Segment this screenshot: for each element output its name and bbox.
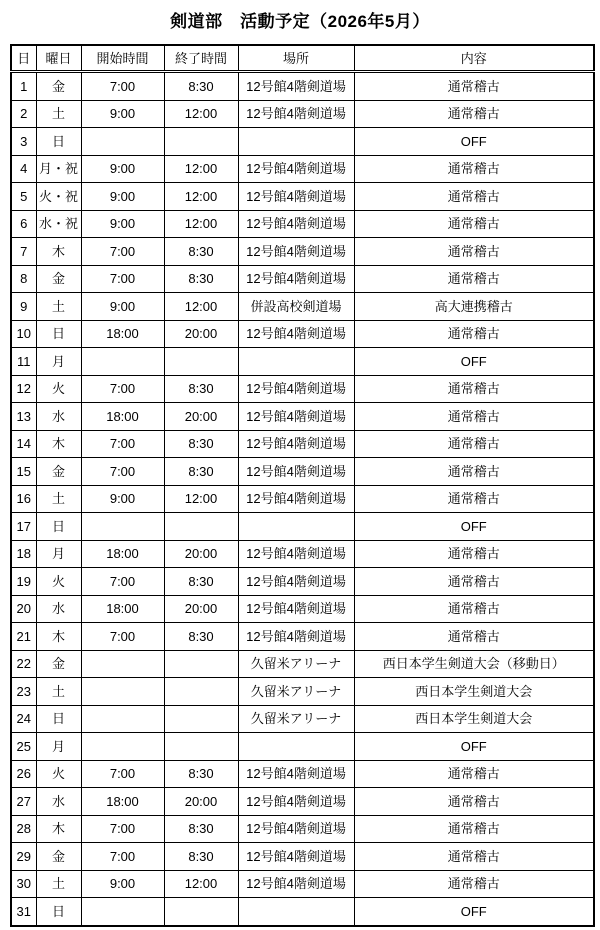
- cell-end-time: [164, 678, 238, 706]
- cell-start-time: [81, 705, 164, 733]
- cell-end-time: 20:00: [164, 540, 238, 568]
- cell-day: 30: [11, 870, 36, 898]
- cell-weekday: 日: [36, 898, 81, 926]
- cell-weekday: 土: [36, 293, 81, 321]
- cell-day: 21: [11, 623, 36, 651]
- cell-start-time: 18:00: [81, 320, 164, 348]
- cell-end-time: 8:30: [164, 265, 238, 293]
- cell-content: 通常稽古: [354, 183, 594, 211]
- cell-day: 4: [11, 155, 36, 183]
- cell-start-time: 7:00: [81, 815, 164, 843]
- cell-content: 通常稽古: [354, 595, 594, 623]
- cell-end-time: 8:30: [164, 458, 238, 486]
- cell-end-time: [164, 348, 238, 376]
- cell-content: 通常稽古: [354, 210, 594, 238]
- cell-place: 併設高校剣道場: [238, 293, 354, 321]
- cell-weekday: 日: [36, 128, 81, 156]
- cell-content: OFF: [354, 128, 594, 156]
- cell-weekday: 木: [36, 430, 81, 458]
- table-header-row: [11, 45, 594, 72]
- cell-place: 12号館4階剣道場: [238, 265, 354, 293]
- cell-weekday: 月: [36, 540, 81, 568]
- cell-day: 9: [11, 293, 36, 321]
- table-row: [11, 513, 594, 541]
- cell-day: 16: [11, 485, 36, 513]
- cell-weekday: 木: [36, 238, 81, 266]
- cell-day: 8: [11, 265, 36, 293]
- cell-start-time: 7:00: [81, 430, 164, 458]
- cell-place: 12号館4階剣道場: [238, 403, 354, 431]
- cell-content: OFF: [354, 733, 594, 761]
- cell-place: [238, 898, 354, 926]
- cell-weekday: 金: [36, 265, 81, 293]
- table-row: [11, 265, 594, 293]
- cell-content: 通常稽古: [354, 815, 594, 843]
- cell-content: OFF: [354, 348, 594, 376]
- cell-content: 通常稽古: [354, 870, 594, 898]
- cell-weekday: 日: [36, 320, 81, 348]
- cell-day: 18: [11, 540, 36, 568]
- cell-end-time: 12:00: [164, 183, 238, 211]
- cell-content: 高大連携稽古: [354, 293, 594, 321]
- cell-day: 25: [11, 733, 36, 761]
- cell-place: 12号館4階剣道場: [238, 375, 354, 403]
- cell-start-time: [81, 733, 164, 761]
- cell-end-time: 8:30: [164, 843, 238, 871]
- cell-content: 通常稽古: [354, 320, 594, 348]
- cell-weekday: 金: [36, 843, 81, 871]
- table-row: [11, 458, 594, 486]
- cell-day: 24: [11, 705, 36, 733]
- cell-content: 通常稽古: [354, 238, 594, 266]
- cell-day: 14: [11, 430, 36, 458]
- cell-weekday: 金: [36, 650, 81, 678]
- cell-content: OFF: [354, 513, 594, 541]
- col-header-place: 場所: [238, 45, 354, 72]
- table-row: [11, 128, 594, 156]
- cell-day: 17: [11, 513, 36, 541]
- cell-weekday: 火・祝: [36, 183, 81, 211]
- cell-start-time: 7:00: [81, 843, 164, 871]
- table-row: [11, 293, 594, 321]
- cell-end-time: 8:30: [164, 568, 238, 596]
- cell-weekday: 火: [36, 760, 81, 788]
- cell-weekday: 水: [36, 595, 81, 623]
- cell-weekday: 水・祝: [36, 210, 81, 238]
- cell-start-time: [81, 513, 164, 541]
- cell-start-time: 7:00: [81, 568, 164, 596]
- cell-weekday: 土: [36, 100, 81, 128]
- table-row: [11, 843, 594, 871]
- table-row: [11, 815, 594, 843]
- cell-start-time: 9:00: [81, 155, 164, 183]
- table-row: [11, 568, 594, 596]
- cell-content: 西日本学生剣道大会: [354, 678, 594, 706]
- cell-start-time: 9:00: [81, 210, 164, 238]
- cell-content: 通常稽古: [354, 540, 594, 568]
- cell-start-time: 7:00: [81, 72, 164, 101]
- table-row: [11, 320, 594, 348]
- cell-end-time: 8:30: [164, 375, 238, 403]
- table-row: [11, 898, 594, 926]
- cell-end-time: 8:30: [164, 760, 238, 788]
- cell-place: 12号館4階剣道場: [238, 155, 354, 183]
- table-row: [11, 485, 594, 513]
- cell-start-time: [81, 128, 164, 156]
- col-header-end-time: 終了時間: [164, 45, 238, 72]
- cell-place: 12号館4階剣道場: [238, 100, 354, 128]
- cell-start-time: 7:00: [81, 623, 164, 651]
- cell-start-time: 9:00: [81, 870, 164, 898]
- cell-content: 通常稽古: [354, 485, 594, 513]
- cell-day: 1: [11, 72, 36, 101]
- cell-place: [238, 128, 354, 156]
- cell-day: 3: [11, 128, 36, 156]
- cell-end-time: 12:00: [164, 870, 238, 898]
- cell-day: 6: [11, 210, 36, 238]
- cell-start-time: 7:00: [81, 458, 164, 486]
- cell-day: 19: [11, 568, 36, 596]
- cell-content: 通常稽古: [354, 375, 594, 403]
- table-row: [11, 650, 594, 678]
- cell-day: 23: [11, 678, 36, 706]
- cell-content: OFF: [354, 898, 594, 926]
- table-row: [11, 788, 594, 816]
- cell-place: 12号館4階剣道場: [238, 485, 354, 513]
- table-row: [11, 733, 594, 761]
- cell-place: 12号館4階剣道場: [238, 568, 354, 596]
- cell-end-time: [164, 898, 238, 926]
- cell-end-time: 20:00: [164, 788, 238, 816]
- cell-weekday: 金: [36, 458, 81, 486]
- cell-weekday: 水: [36, 788, 81, 816]
- cell-end-time: [164, 650, 238, 678]
- cell-end-time: 8:30: [164, 815, 238, 843]
- cell-day: 15: [11, 458, 36, 486]
- cell-weekday: 火: [36, 375, 81, 403]
- table-row: [11, 210, 594, 238]
- cell-start-time: [81, 348, 164, 376]
- cell-end-time: 12:00: [164, 485, 238, 513]
- cell-place: 12号館4階剣道場: [238, 623, 354, 651]
- cell-start-time: 18:00: [81, 403, 164, 431]
- cell-start-time: 18:00: [81, 595, 164, 623]
- cell-content: 通常稽古: [354, 265, 594, 293]
- cell-day: 5: [11, 183, 36, 211]
- cell-start-time: 9:00: [81, 293, 164, 321]
- cell-place: 久留米アリーナ: [238, 678, 354, 706]
- cell-weekday: 土: [36, 870, 81, 898]
- table-row: [11, 72, 594, 101]
- cell-start-time: 9:00: [81, 183, 164, 211]
- cell-content: 通常稽古: [354, 458, 594, 486]
- col-header-start-time: 開始時間: [81, 45, 164, 72]
- cell-day: 20: [11, 595, 36, 623]
- col-header-day: 日: [11, 45, 36, 72]
- cell-place: 12号館4階剣道場: [238, 210, 354, 238]
- schedule-table: [10, 44, 595, 927]
- table-row: [11, 870, 594, 898]
- cell-day: 27: [11, 788, 36, 816]
- table-row: [11, 403, 594, 431]
- cell-place: 12号館4階剣道場: [238, 815, 354, 843]
- cell-end-time: [164, 705, 238, 733]
- cell-weekday: 日: [36, 513, 81, 541]
- cell-place: 久留米アリーナ: [238, 705, 354, 733]
- cell-weekday: 月: [36, 733, 81, 761]
- cell-day: 10: [11, 320, 36, 348]
- cell-day: 2: [11, 100, 36, 128]
- cell-end-time: 20:00: [164, 403, 238, 431]
- cell-day: 31: [11, 898, 36, 926]
- col-header-weekday: 曜日: [36, 45, 81, 72]
- cell-end-time: [164, 513, 238, 541]
- cell-day: 11: [11, 348, 36, 376]
- cell-content: 通常稽古: [354, 430, 594, 458]
- cell-start-time: 7:00: [81, 375, 164, 403]
- table-row: [11, 155, 594, 183]
- cell-day: 29: [11, 843, 36, 871]
- cell-place: 12号館4階剣道場: [238, 458, 354, 486]
- cell-place: 12号館4階剣道場: [238, 788, 354, 816]
- cell-day: 12: [11, 375, 36, 403]
- cell-end-time: 12:00: [164, 155, 238, 183]
- cell-end-time: 8:30: [164, 430, 238, 458]
- cell-start-time: 18:00: [81, 540, 164, 568]
- cell-content: 通常稽古: [354, 155, 594, 183]
- cell-place: 12号館4階剣道場: [238, 870, 354, 898]
- cell-start-time: 7:00: [81, 265, 164, 293]
- cell-weekday: 水: [36, 403, 81, 431]
- cell-place: [238, 733, 354, 761]
- cell-content: 通常稽古: [354, 403, 594, 431]
- cell-content: 通常稽古: [354, 72, 594, 101]
- cell-end-time: [164, 733, 238, 761]
- cell-start-time: [81, 650, 164, 678]
- table-row: [11, 430, 594, 458]
- page-title: 剣道部 活動予定（2026年5月）: [170, 12, 430, 31]
- cell-place: 12号館4階剣道場: [238, 540, 354, 568]
- cell-end-time: 20:00: [164, 595, 238, 623]
- cell-place: 12号館4階剣道場: [238, 843, 354, 871]
- table-row: [11, 375, 594, 403]
- cell-start-time: 18:00: [81, 788, 164, 816]
- table-body: [11, 72, 594, 926]
- table-row: [11, 595, 594, 623]
- table-row: [11, 183, 594, 211]
- cell-place: 12号館4階剣道場: [238, 760, 354, 788]
- table-row: [11, 623, 594, 651]
- cell-content: 通常稽古: [354, 788, 594, 816]
- cell-place: 12号館4階剣道場: [238, 430, 354, 458]
- cell-end-time: 12:00: [164, 210, 238, 238]
- cell-content: 通常稽古: [354, 843, 594, 871]
- cell-end-time: [164, 128, 238, 156]
- cell-weekday: 日: [36, 705, 81, 733]
- table-row: [11, 678, 594, 706]
- cell-end-time: 12:00: [164, 100, 238, 128]
- cell-start-time: 9:00: [81, 100, 164, 128]
- cell-place: [238, 348, 354, 376]
- cell-content: 通常稽古: [354, 100, 594, 128]
- cell-start-time: [81, 898, 164, 926]
- cell-start-time: 9:00: [81, 485, 164, 513]
- cell-weekday: 月・祝: [36, 155, 81, 183]
- cell-weekday: 木: [36, 623, 81, 651]
- cell-content: 通常稽古: [354, 760, 594, 788]
- cell-start-time: 7:00: [81, 760, 164, 788]
- cell-place: 12号館4階剣道場: [238, 320, 354, 348]
- cell-content: 西日本学生剣道大会: [354, 705, 594, 733]
- cell-content: 西日本学生剣道大会（移動日）: [354, 650, 594, 678]
- table-row: [11, 705, 594, 733]
- table-row: [11, 348, 594, 376]
- table-row: [11, 238, 594, 266]
- cell-end-time: 8:30: [164, 238, 238, 266]
- cell-place: 12号館4階剣道場: [238, 72, 354, 101]
- cell-day: 22: [11, 650, 36, 678]
- cell-content: 通常稽古: [354, 568, 594, 596]
- cell-place: [238, 513, 354, 541]
- cell-day: 26: [11, 760, 36, 788]
- cell-weekday: 火: [36, 568, 81, 596]
- table-row: [11, 760, 594, 788]
- cell-weekday: 土: [36, 485, 81, 513]
- cell-content: 通常稽古: [354, 623, 594, 651]
- col-header-content: 内容: [354, 45, 594, 72]
- table-row: [11, 540, 594, 568]
- cell-place: 12号館4階剣道場: [238, 595, 354, 623]
- cell-start-time: [81, 678, 164, 706]
- cell-place: 12号館4階剣道場: [238, 183, 354, 211]
- cell-weekday: 木: [36, 815, 81, 843]
- cell-place: 12号館4階剣道場: [238, 238, 354, 266]
- cell-day: 28: [11, 815, 36, 843]
- cell-day: 7: [11, 238, 36, 266]
- cell-weekday: 金: [36, 72, 81, 101]
- cell-end-time: 8:30: [164, 72, 238, 101]
- cell-end-time: 20:00: [164, 320, 238, 348]
- cell-weekday: 月: [36, 348, 81, 376]
- cell-start-time: 7:00: [81, 238, 164, 266]
- cell-end-time: 12:00: [164, 293, 238, 321]
- cell-day: 13: [11, 403, 36, 431]
- cell-weekday: 土: [36, 678, 81, 706]
- table-row: [11, 100, 594, 128]
- cell-place: 久留米アリーナ: [238, 650, 354, 678]
- cell-end-time: 8:30: [164, 623, 238, 651]
